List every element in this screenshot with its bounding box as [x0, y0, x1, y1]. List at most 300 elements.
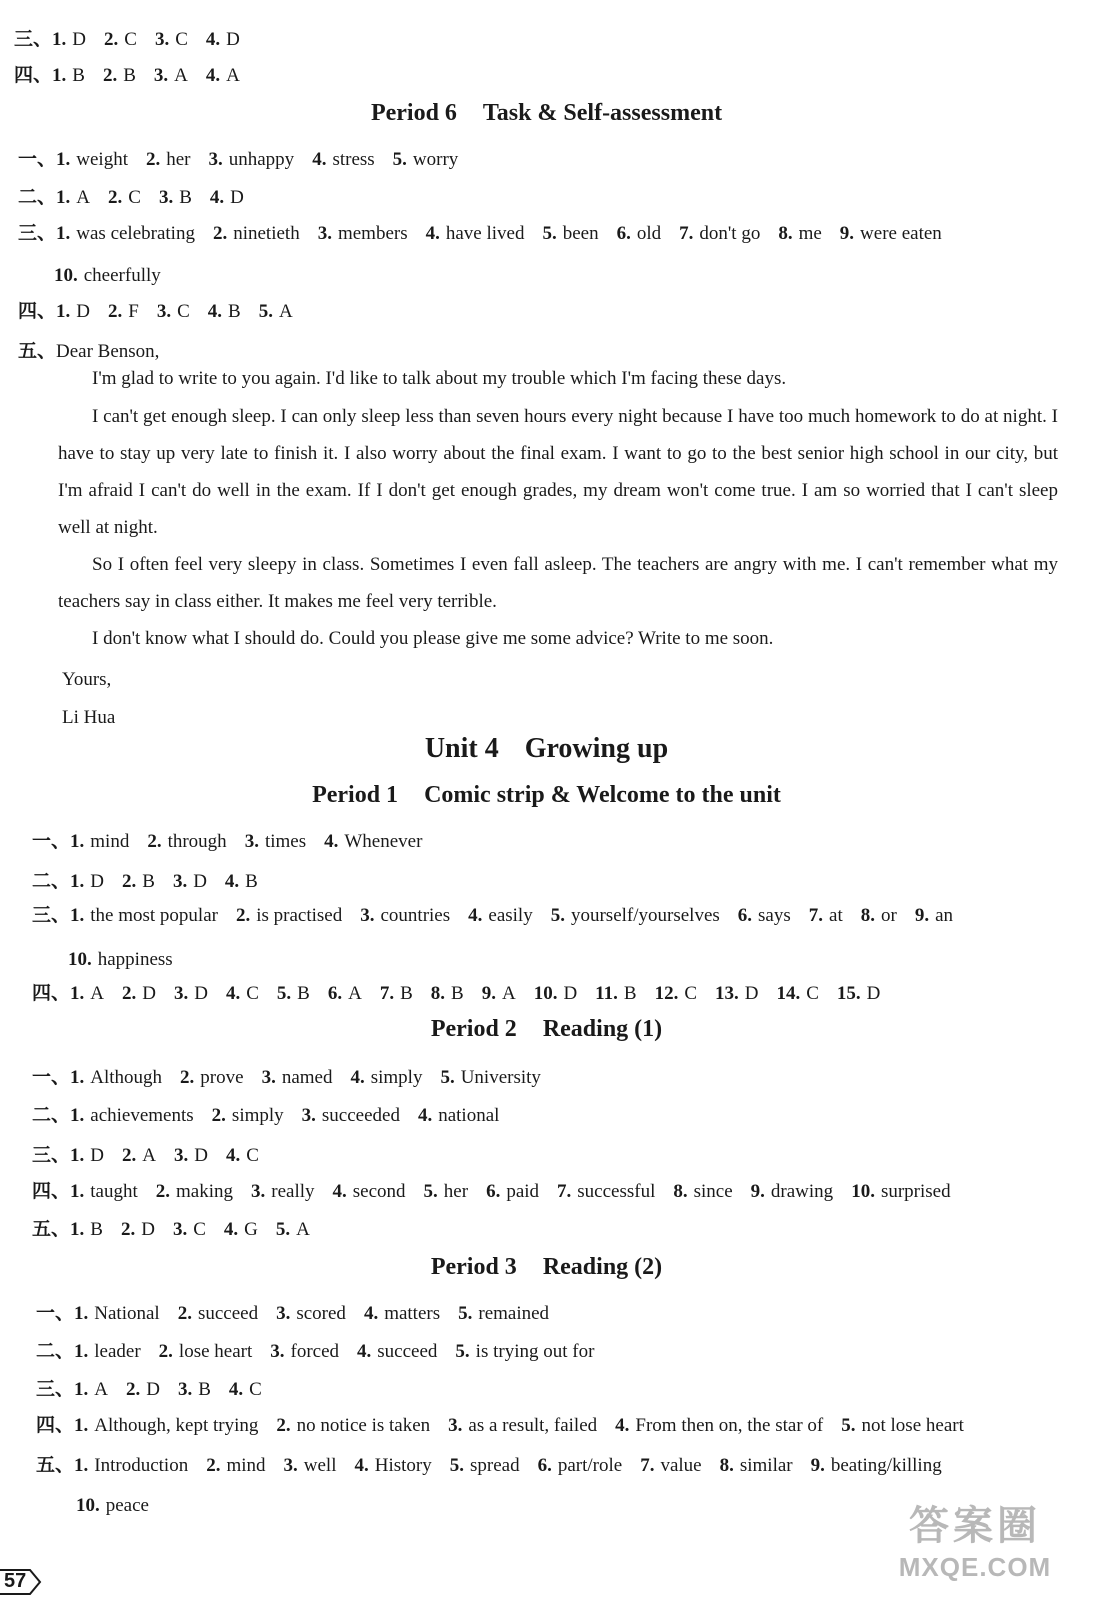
- answer-item: [720, 1455, 793, 1476]
- period-title: Comic strip & Welcome to the unit: [424, 782, 781, 808]
- answer-item: [206, 1455, 265, 1476]
- question-number: 2.: [108, 301, 123, 322]
- question-number: 7.: [640, 1455, 655, 1476]
- answer-text: really: [271, 1181, 315, 1202]
- question-number: 4.: [357, 1341, 372, 1362]
- answer-item: [468, 905, 533, 926]
- question-number: 8.: [719, 1455, 734, 1476]
- section-label: 四、: [32, 1181, 71, 1202]
- answer-item: [354, 1455, 431, 1476]
- answer-text: D: [141, 1219, 155, 1240]
- answer-text: been: [562, 223, 599, 244]
- answer-text: B: [400, 983, 413, 1004]
- answer-item: [440, 1067, 540, 1088]
- answer-item: [551, 905, 720, 926]
- section-label: 三、: [32, 905, 71, 926]
- answer-text: History: [374, 1455, 432, 1476]
- answer-text: C: [684, 983, 697, 1004]
- answer-text: mind: [226, 1455, 266, 1476]
- answer-text: B: [297, 983, 310, 1004]
- answer-item: [70, 1181, 138, 1202]
- question-number: 4.: [207, 301, 223, 322]
- answer-item: [212, 1105, 284, 1126]
- answer-item: [357, 1341, 437, 1362]
- answer-item: [70, 1067, 162, 1088]
- question-number: 4.: [225, 983, 241, 1004]
- answer-text: through: [167, 831, 227, 852]
- answer-item: [778, 223, 821, 244]
- period-title: Reading (2): [542, 1254, 663, 1280]
- section-label: 二、: [18, 187, 57, 208]
- letter-paragraph: I can't get enough sleep. I can only sleep less than seven hours every night because I have too much homework to do at night. I have to stay up very late to finish it. I also worry about the final exam. I want to go to the best senior high school in our city, but I'm afraid I can't do well in the exam. If I don't get enough grades, my dream won't come true. I am so worried that I can't sleep well at night.: [58, 406, 1058, 538]
- answer-item: [70, 871, 104, 892]
- answer-row: [14, 28, 258, 52]
- period2-heading: [0, 1014, 1093, 1044]
- question-number: 3.: [261, 1067, 276, 1088]
- answer-item: [126, 1379, 160, 1400]
- answer-item: [70, 831, 129, 852]
- question-number: 4.: [354, 1455, 369, 1476]
- answer-text: B: [451, 983, 464, 1004]
- question-number: 10.: [76, 1495, 100, 1516]
- answer-text: C: [246, 983, 259, 1004]
- answer-item: [284, 1455, 337, 1476]
- answer-text: or: [880, 905, 897, 926]
- period-label: Period 3: [430, 1254, 517, 1280]
- answer-text: says: [758, 905, 791, 926]
- question-number: 2.: [122, 871, 137, 892]
- answer-text: her: [443, 1181, 469, 1202]
- question-number: 6.: [486, 1181, 501, 1202]
- answer-text: value: [660, 1455, 702, 1476]
- answer-text: A: [278, 301, 293, 322]
- answer-item: [245, 831, 306, 852]
- answer-item: [738, 905, 791, 926]
- answer-row: [18, 148, 476, 172]
- answer-text: easily: [488, 905, 533, 926]
- answer-text: D: [90, 871, 104, 892]
- answer-item: [595, 983, 636, 1004]
- answer-text: A: [94, 1379, 108, 1400]
- answer-item: [277, 983, 310, 1004]
- answer-item: [56, 149, 128, 170]
- question-number: 3.: [177, 1379, 193, 1400]
- answer-text: C: [806, 983, 819, 1004]
- question-number: 8.: [860, 905, 875, 926]
- answer-text: weight: [76, 149, 128, 170]
- answer-text: D: [194, 1145, 208, 1166]
- letter-signature: Li Hua: [62, 707, 116, 728]
- question-number: 3.: [173, 1145, 189, 1166]
- answer-text: D: [72, 29, 86, 50]
- section-label: 二、: [32, 871, 71, 892]
- answer-item: [915, 905, 953, 926]
- answer-text: A: [76, 187, 90, 208]
- answer-text: happiness: [97, 949, 173, 970]
- answer-text: no notice is taken: [296, 1415, 431, 1436]
- answer-item: [364, 1303, 440, 1324]
- answer-text: successful: [577, 1181, 656, 1202]
- answer-row: [14, 64, 258, 88]
- question-number: 10.: [533, 983, 558, 1004]
- question-number: 3.: [153, 65, 169, 86]
- answer-item: [486, 1181, 539, 1202]
- answer-row: [32, 904, 971, 928]
- answer-item: [776, 983, 818, 1004]
- answer-item: [640, 1455, 701, 1476]
- answer-text: taught: [90, 1181, 138, 1202]
- question-number: 5.: [258, 301, 273, 322]
- answer-item: [104, 29, 137, 50]
- answer-text: University: [460, 1067, 541, 1088]
- answer-row: [32, 1144, 277, 1168]
- answer-text: achievements: [90, 1105, 194, 1126]
- answer-text: D: [230, 187, 244, 208]
- question-number: 2.: [211, 1105, 226, 1126]
- answer-item: [270, 1341, 339, 1362]
- answer-text: leader: [94, 1341, 141, 1362]
- question-number: 10.: [851, 1181, 875, 1202]
- question-number: 3.: [156, 301, 172, 322]
- answer-item: [431, 983, 464, 1004]
- section-label: 二、: [32, 1105, 71, 1126]
- answer-text: drawing: [770, 1181, 834, 1202]
- question-number: 2.: [126, 1379, 141, 1400]
- question-number: 2.: [122, 983, 137, 1004]
- answer-text: members: [337, 223, 408, 244]
- question-number: 8.: [673, 1181, 688, 1202]
- answer-item: [482, 983, 516, 1004]
- answer-item: [74, 1379, 108, 1400]
- question-number: 6.: [327, 983, 343, 1004]
- answer-item: [673, 1181, 732, 1202]
- period6-heading: [0, 98, 1093, 128]
- answer-text: yourself/yourselves: [570, 905, 720, 926]
- question-number: 9.: [750, 1181, 765, 1202]
- question-number: 4.: [224, 871, 240, 892]
- unit-title: Growing up: [524, 733, 669, 764]
- answer-text: D: [146, 1379, 160, 1400]
- question-number: 1.: [52, 29, 67, 50]
- answer-item: [108, 301, 139, 322]
- section-label: 三、: [14, 29, 53, 50]
- question-number: 1.: [70, 1105, 85, 1126]
- answer-row: [36, 1302, 567, 1326]
- answer-text: similar: [739, 1455, 793, 1476]
- question-number: 2.: [177, 1303, 192, 1324]
- question-number: 2.: [180, 1067, 195, 1088]
- answer-text: an: [935, 905, 953, 926]
- question-number: 1.: [70, 831, 85, 852]
- answer-text: A: [501, 983, 516, 1004]
- answer-text: ninetieth: [233, 223, 300, 244]
- question-number: 3.: [251, 1181, 266, 1202]
- answer-text: matters: [384, 1303, 441, 1324]
- answer-item: [350, 1067, 422, 1088]
- question-number: 3.: [448, 1415, 463, 1436]
- question-number: 5.: [449, 1455, 464, 1476]
- question-number: 2.: [147, 831, 162, 852]
- section-label: 四、: [14, 65, 53, 86]
- question-number: 3.: [301, 1105, 316, 1126]
- answer-item: [122, 1145, 156, 1166]
- answer-row: [18, 186, 262, 210]
- answer-text: since: [693, 1181, 733, 1202]
- answer-text: C: [193, 1219, 206, 1240]
- answer-text: simply: [370, 1067, 423, 1088]
- question-number: 2.: [122, 1145, 137, 1166]
- answer-text: countries: [380, 905, 451, 926]
- question-number: 7.: [679, 223, 694, 244]
- answer-item: [122, 871, 155, 892]
- section-label: 三、: [32, 1145, 71, 1166]
- question-number: 1.: [56, 187, 71, 208]
- answer-row: [18, 222, 960, 246]
- question-number: 5.: [841, 1415, 856, 1436]
- watermark-text: MXQE.COM: [898, 1552, 1052, 1582]
- answer-row: [32, 1180, 969, 1204]
- question-number: 4.: [312, 149, 327, 170]
- answer-item: [54, 265, 161, 286]
- question-number: 1.: [74, 1379, 89, 1400]
- question-number: 4.: [209, 187, 225, 208]
- answer-item: [851, 1181, 950, 1202]
- answer-text: times: [264, 831, 307, 852]
- unit4-heading: [0, 732, 1093, 766]
- answer-text: old: [636, 223, 662, 244]
- answer-text: her: [166, 149, 191, 170]
- answer-text: A: [90, 983, 104, 1004]
- section-label: 四、: [36, 1415, 75, 1436]
- answer-text: is practised: [256, 905, 343, 926]
- answer-text: not lose heart: [861, 1415, 964, 1436]
- answer-text: worry: [412, 149, 459, 170]
- answer-text: A: [296, 1219, 310, 1240]
- answer-text: National: [94, 1303, 160, 1324]
- answer-item: [534, 983, 577, 1004]
- answer-item: [226, 1145, 259, 1166]
- question-number: 11.: [595, 983, 618, 1004]
- answer-item: [448, 1415, 597, 1436]
- answer-row: [36, 1454, 960, 1478]
- section-label: 一、: [32, 1067, 71, 1088]
- unit-label: Unit 4: [424, 733, 499, 764]
- question-number: 1.: [74, 1455, 89, 1476]
- answer-item: [226, 983, 259, 1004]
- section-label: 一、: [32, 831, 71, 852]
- question-number: 2.: [276, 1415, 291, 1436]
- answer-item: [154, 65, 188, 86]
- answer-text: the most popular: [90, 905, 218, 926]
- question-number: 4.: [363, 1303, 379, 1324]
- question-number: 4.: [615, 1415, 630, 1436]
- question-number: 1.: [70, 871, 85, 892]
- answer-item: [615, 1415, 823, 1436]
- answer-item: [455, 1341, 594, 1362]
- answer-text: beating/killing: [830, 1455, 942, 1476]
- section-label: 一、: [18, 149, 57, 170]
- answer-text: D: [193, 871, 207, 892]
- answer-item: [380, 983, 413, 1004]
- answer-text: C: [177, 301, 190, 322]
- answer-row: [32, 1066, 559, 1090]
- question-number: 6.: [537, 1455, 552, 1476]
- answer-item: [70, 905, 218, 926]
- answer-text: making: [176, 1181, 234, 1202]
- period3-heading: [0, 1252, 1093, 1282]
- question-number: 4.: [417, 1105, 433, 1126]
- answer-row: [32, 830, 440, 854]
- question-number: 3.: [244, 831, 259, 852]
- answer-item: [178, 1379, 211, 1400]
- answer-item: [276, 1219, 310, 1240]
- answer-item: [328, 983, 362, 1004]
- question-number: 15.: [836, 983, 861, 1004]
- answer-item: [450, 1455, 520, 1476]
- period1-heading: [0, 780, 1093, 810]
- answer-item: [679, 223, 760, 244]
- answer-text: D: [226, 29, 240, 50]
- question-number: 5.: [440, 1067, 455, 1088]
- question-number: 4.: [350, 1067, 365, 1088]
- answer-text: B: [123, 65, 136, 86]
- answer-text: as a result, failed: [468, 1415, 598, 1436]
- answer-row: [54, 264, 179, 288]
- answer-text: D: [563, 983, 578, 1004]
- question-number: 2.: [212, 223, 228, 244]
- section-label: 五、: [18, 341, 57, 362]
- question-number: 1.: [74, 1341, 89, 1362]
- answer-row: [18, 300, 311, 324]
- answer-item: [159, 187, 192, 208]
- question-number: 5.: [455, 1341, 470, 1362]
- answer-text: A: [142, 1145, 156, 1166]
- answer-item: [224, 1219, 258, 1240]
- question-number: 2.: [108, 187, 123, 208]
- watermark-logo: 答案圈: [909, 1504, 1041, 1548]
- question-number: 3.: [154, 29, 170, 50]
- answer-item: [393, 149, 459, 170]
- answer-item: [324, 831, 422, 852]
- question-number: 4.: [228, 1379, 244, 1400]
- answer-item: [861, 905, 897, 926]
- answer-text: succeeded: [321, 1105, 400, 1126]
- answer-text: is trying out for: [475, 1341, 595, 1362]
- question-number: 2.: [158, 1341, 173, 1362]
- answer-text: B: [245, 871, 258, 892]
- question-number: 5.: [276, 983, 292, 1004]
- answer-item: [276, 1415, 430, 1436]
- answer-text: Whenever: [344, 831, 423, 852]
- answer-item: [173, 1219, 206, 1240]
- answer-text: Introduction: [94, 1455, 189, 1476]
- answer-text: B: [90, 1219, 103, 1240]
- section-label: 二、: [36, 1341, 75, 1362]
- answer-item: [180, 1067, 244, 1088]
- answer-item: [173, 871, 207, 892]
- question-number: 2.: [102, 65, 118, 86]
- letter-greeting: Dear Benson,: [56, 341, 160, 362]
- answer-text: A: [348, 983, 362, 1004]
- answer-row: [36, 1414, 982, 1438]
- answer-item: [209, 149, 295, 170]
- answer-item: [418, 1105, 499, 1126]
- answer-item: [841, 1415, 964, 1436]
- question-number: 2.: [120, 1219, 136, 1240]
- answer-item: [56, 187, 90, 208]
- answer-item: [56, 301, 90, 322]
- answer-text: at: [829, 905, 843, 926]
- section-label: 四、: [32, 983, 71, 1004]
- question-number: 9.: [810, 1455, 825, 1476]
- period-label: Period 1: [312, 782, 399, 808]
- letter-closing: Yours,: [62, 669, 112, 690]
- question-number: 7.: [557, 1181, 572, 1202]
- answer-item: [251, 1181, 315, 1202]
- answer-text: spread: [469, 1455, 520, 1476]
- answer-item: [751, 1181, 834, 1202]
- question-number: 8.: [430, 983, 446, 1004]
- question-number: 1.: [70, 983, 85, 1004]
- question-number: 5.: [550, 905, 565, 926]
- answer-item: [108, 187, 141, 208]
- question-number: 1.: [74, 1415, 89, 1436]
- question-number: 4.: [324, 831, 339, 852]
- period-label: Period 2: [430, 1016, 517, 1042]
- section-label: 五、: [32, 1219, 71, 1240]
- answer-item: [538, 1455, 623, 1476]
- question-number: 6.: [616, 223, 631, 244]
- answer-item: [206, 65, 240, 86]
- answer-item: [276, 1303, 346, 1324]
- answer-row: [32, 1104, 517, 1128]
- answer-text: simply: [231, 1105, 284, 1126]
- question-number: 1.: [52, 65, 67, 86]
- answer-text: mind: [90, 831, 130, 852]
- answer-item: [70, 1145, 104, 1166]
- question-number: 6.: [737, 905, 753, 926]
- question-number: 1.: [74, 1303, 89, 1324]
- answer-item: [840, 223, 942, 244]
- answer-text: forced: [290, 1341, 340, 1362]
- question-number: 9.: [481, 983, 496, 1004]
- answer-item: [715, 983, 758, 1004]
- answer-item: [458, 1303, 549, 1324]
- answer-item: [157, 301, 190, 322]
- answer-item: [333, 1181, 406, 1202]
- question-number: 5.: [458, 1303, 473, 1324]
- answer-item: [74, 1415, 258, 1436]
- answer-text: D: [90, 1145, 104, 1166]
- question-number: 3.: [360, 905, 375, 926]
- answer-item: [155, 29, 188, 50]
- answer-row: [32, 1218, 328, 1242]
- question-number: 3.: [276, 1303, 291, 1324]
- answer-text: named: [281, 1067, 333, 1088]
- question-number: 4.: [468, 905, 483, 926]
- question-number: 10.: [54, 265, 78, 286]
- answer-text: B: [142, 871, 155, 892]
- question-number: 4.: [205, 29, 221, 50]
- answer-text: paid: [506, 1181, 540, 1202]
- section-label: 四、: [18, 301, 57, 322]
- question-number: 7.: [379, 983, 395, 1004]
- answer-item: [617, 223, 662, 244]
- answer-item: [229, 1379, 262, 1400]
- answer-item: [206, 29, 240, 50]
- answer-text: A: [174, 65, 188, 86]
- answer-text: D: [142, 983, 156, 1004]
